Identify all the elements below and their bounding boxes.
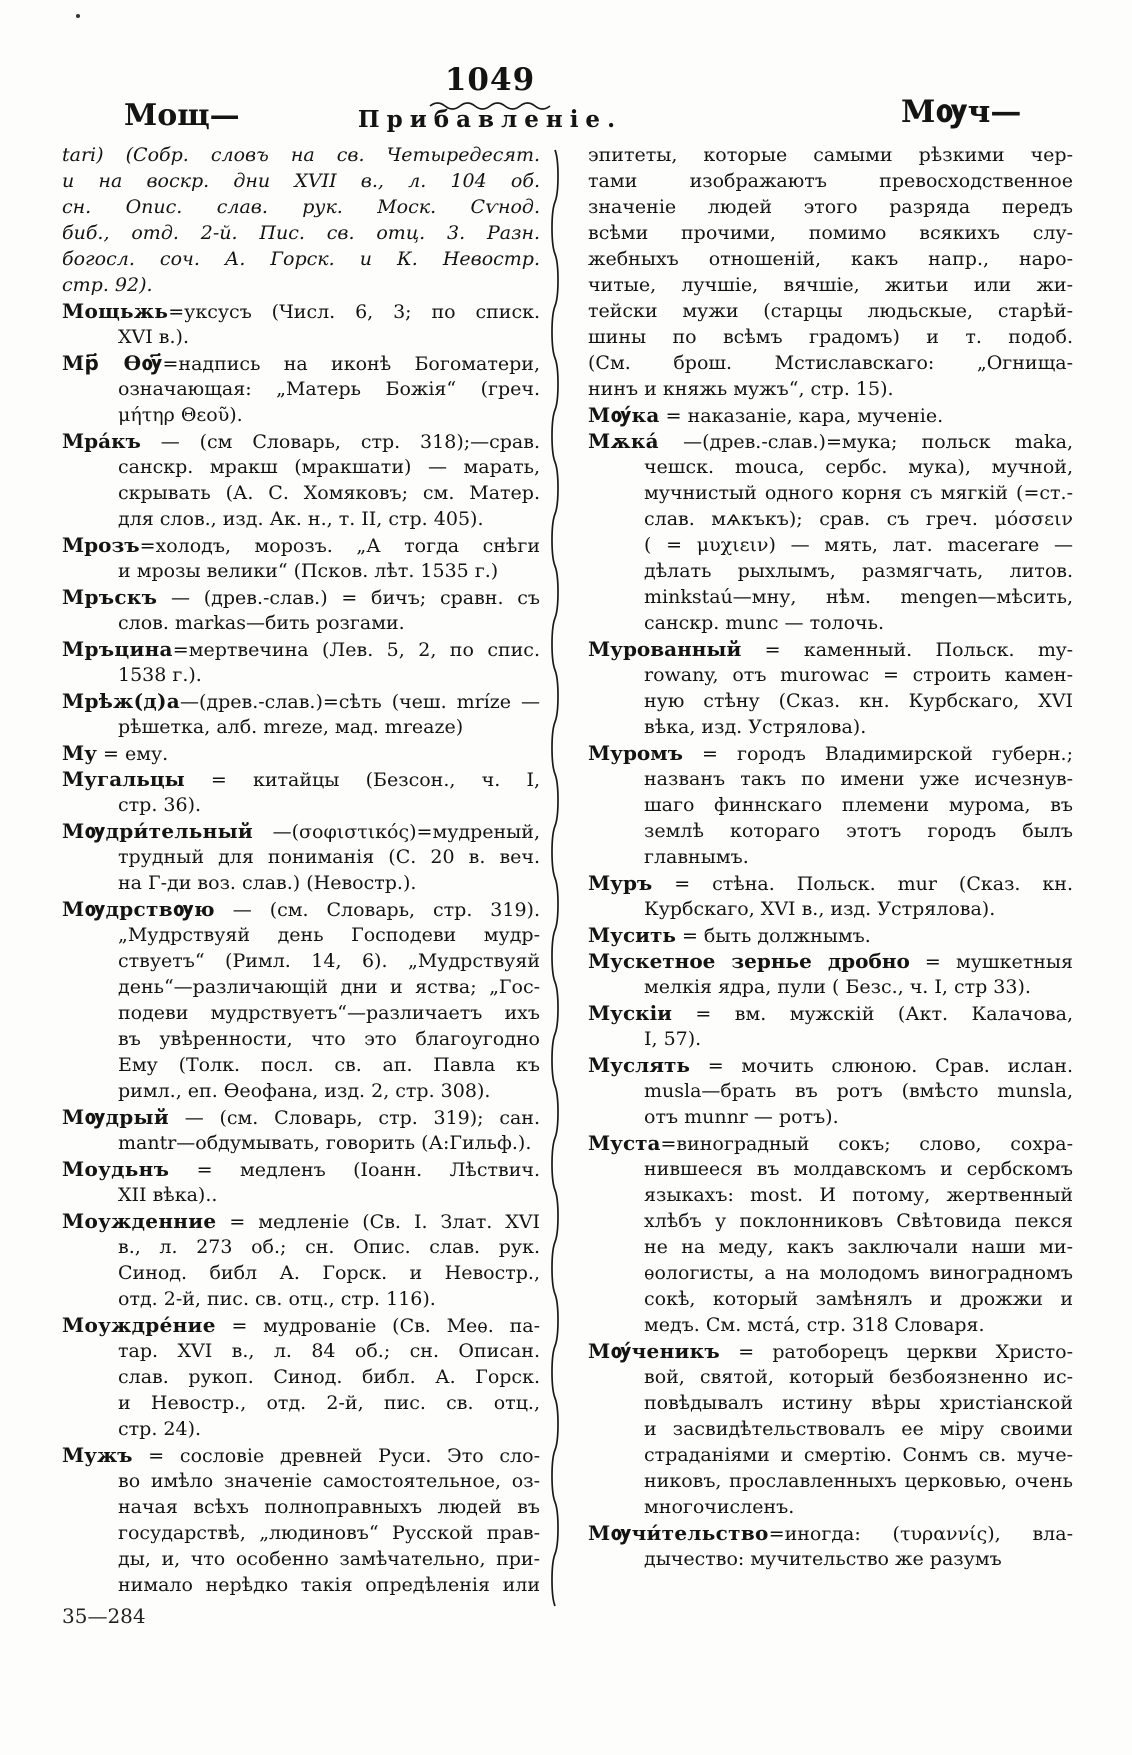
entry-first-line: Мѹдрый — (см. Словарь, стр. 319); сан. — [62, 1105, 540, 1129]
entry-line: отъ munnr — ротъ). — [644, 1106, 839, 1128]
entry-line: вой, святой, который безбоязненно ис- — [644, 1366, 1073, 1388]
entry-headword: Мурованный — [588, 637, 742, 661]
entry-line: языкахъ: most. И потому, жертвенный — [644, 1184, 1073, 1206]
entry-line: сн. Опис. слав. рук. Моск. Сѵнод. — [62, 196, 540, 218]
entry-headword: Мусить — [588, 923, 676, 947]
section-title: Прибавленіе. — [357, 106, 623, 133]
dictionary-entry — [62, 298, 540, 350]
entry-first-line: Му = ему. — [62, 741, 169, 765]
entry-line: хлѣбъ у поклонниковъ Свѣтовида пекся — [644, 1210, 1073, 1232]
entry-line: день“—различающій дни и яства; „Гос- — [118, 976, 540, 998]
entry-headword: Мрѣж(д)а — [62, 689, 180, 713]
entry-line: значеніе людей этого разряда передъ — [588, 196, 1073, 218]
entry-line: μήτηρ Θεοῦ). — [118, 404, 243, 426]
entry-line: дычество: мучительство же разумъ — [644, 1548, 1002, 1570]
entry-line: слав. рукоп. Синод. библ. А. Горск. — [118, 1366, 540, 1388]
entry-line: мелкія ядра, пули ( Безс., ч. I, стр 33). — [644, 976, 1031, 998]
entry-line: начая всѣхъ полноправныхъ людей въ — [118, 1496, 540, 1518]
entry-line: повѣдывалъ истину вѣры христіанской — [644, 1392, 1073, 1414]
entry-first-line: Муръ = стѣна. Польск. mur (Сказ. кн. — [588, 871, 1073, 895]
entry-line: скрывать (А. С. Хомяковъ; см. Матер. — [118, 482, 540, 504]
entry-headword: Мощьжь — [62, 299, 169, 323]
entry-line: и на воскр. дни XVII в., л. 104 об. — [62, 170, 540, 192]
entry-line: вѣка, изд. Устрялова). — [644, 716, 867, 738]
entry-line: шаго финнскаго племени мурома, въ — [644, 794, 1073, 816]
entry-line: rowany, отъ murowac = строить камен- — [644, 664, 1073, 686]
entry-line: I, 57). — [644, 1028, 702, 1050]
entry-line: (См. брош. Мстиславскаго: „Огнища- — [588, 352, 1073, 374]
entry-first-line: Муслять = мочить слюною. Срав. ислан. — [588, 1053, 1073, 1077]
dictionary-entry — [588, 1052, 1073, 1130]
entry-line: в., л. 273 об.; сн. Опис. слав. рук. — [118, 1236, 540, 1258]
entry-line: не на меду, какъ заключали наши ми- — [644, 1236, 1073, 1258]
entry-first-line: tari) (Собр. словъ на св. Четыредесят. — [62, 144, 540, 166]
entry-first-line: Мѹдрствѹю — (см. Словарь, стр. 319). — [62, 897, 540, 921]
entry-first-line: эпитеты, которые самыми рѣзкими чер- — [588, 144, 1073, 166]
entry-line: тейски мужи (старцы людьскые, старѣй- — [588, 300, 1073, 322]
dictionary-entry — [588, 870, 1073, 922]
entry-line: нимало нерѣдко такія опредѣленія или — [118, 1574, 540, 1596]
entry-line: Курбскаго, XVI в., изд. Устрялова). — [644, 898, 996, 920]
dictionary-entry — [588, 922, 1073, 948]
dictionary-entry — [62, 1442, 540, 1598]
entry-first-line: Мѫка́ —(древ.-слав.)=мука; польск maka, — [588, 429, 1073, 453]
entry-line: богосл. соч. А. Горск. и К. Невостр. — [62, 248, 540, 270]
entry-headword: Муромъ — [588, 741, 683, 765]
entry-first-line: Мощьжь=уксусъ (Числ. 6, 3; по списк. — [62, 299, 540, 323]
dictionary-entry — [588, 1520, 1073, 1572]
dictionary-entry — [62, 1104, 540, 1156]
entry-line: 1538 г.). — [118, 664, 202, 686]
entry-line: чешск. mouca, сербс. мука), мучной, — [644, 456, 1073, 478]
entry-line: „Мудрствуяй день Господеви мудр- — [118, 924, 540, 946]
entry-line: сокѣ, который замѣнялъ и дрожжи и — [644, 1288, 1073, 1310]
entry-line: государствѣ, „людиновъ“ Русской прав- — [118, 1522, 540, 1544]
entry-first-line: Мурованный = каменный. Польск. my- — [588, 637, 1073, 661]
entry-line: отд. 2-й, пис. св. отц., стр. 116). — [118, 1288, 436, 1310]
entry-line: и мрозы велики“ (Псков. лѣт. 1535 г.) — [118, 560, 499, 582]
entry-first-line: Мѹдри́тельный —(σοφιστικός)=мудреный, — [62, 819, 540, 843]
entry-line: ную стѣну (Сказ. кн. Курбскаго, XVI — [644, 690, 1073, 712]
dictionary-entry — [588, 142, 1073, 402]
scan-speck — [76, 14, 80, 18]
entry-first-line: Мѹ́ка = наказаніе, кара, мученіе. — [588, 403, 944, 427]
dictionary-entry — [62, 428, 540, 532]
entry-first-line: Мугальцы = китайцы (Безсон., ч. I, — [62, 767, 540, 791]
dictionary-entry — [62, 584, 540, 636]
entry-first-line: Мрозъ=холодъ, морозъ. „А тогда снѣги — [62, 533, 540, 557]
entry-first-line: Моудьнъ = медленъ (Іоанн. Лѣствич. — [62, 1157, 540, 1181]
dictionary-entry — [62, 896, 540, 1104]
entry-line: на Г-ди воз. слав.) (Невостр.). — [118, 872, 417, 894]
entry-line: XII вѣка).. — [118, 1184, 218, 1206]
entry-first-line: Моуждре́ние = мудрованіе (Св. Меѳ. па- — [62, 1313, 540, 1337]
entry-line: ствуетъ“ (Римл. 14, 6). „Мудрствуяй — [118, 950, 540, 972]
entry-first-line: Мрѣж(д)а—(древ.-слав.)=сѣть (чеш. mríze — — [62, 689, 540, 713]
dictionary-entry — [588, 428, 1073, 636]
entry-line: нинъ и княжь мужъ“, стр. 15). — [588, 378, 894, 400]
entry-headword: Муста — [588, 1131, 661, 1155]
entry-headword: Мѹ́ка — [588, 403, 660, 427]
entry-line: шины по всѣмъ градомъ) и т. подоб. — [588, 326, 1073, 348]
entry-headword: Мѫка́ — [588, 429, 659, 453]
entry-first-line: Мускетное зернье дробно = мушкетныя — [588, 949, 1073, 973]
entry-line: означающая: „Матерь Божія“ (греч. — [118, 378, 540, 400]
entry-line: землѣ котораго этотъ городъ былъ — [644, 820, 1073, 842]
entry-line: главнымъ. — [644, 846, 749, 868]
running-head-right: Мѹч— — [901, 94, 1022, 130]
entry-line: для слов., изд. Ак. н., т. II, стр. 405). — [118, 508, 484, 530]
column-divider — [552, 150, 560, 1590]
entry-first-line: Мр҃ Ѳѹ҃=надпись на иконѣ Богоматери, — [62, 351, 540, 375]
dictionary-entry — [62, 1156, 540, 1208]
entry-line: санскр. munc — толочь. — [644, 612, 885, 634]
text-columns — [62, 142, 1073, 1598]
dictionary-entry — [588, 636, 1073, 740]
entry-headword: Мѹдрствѹю — [62, 897, 215, 921]
entry-headword: Мѹчи́тельство — [588, 1521, 769, 1545]
left-column — [62, 142, 540, 1598]
entry-headword: Мръскъ — [62, 585, 158, 609]
entry-first-line: Мужъ = сословіе древней Руси. Это сло- — [62, 1443, 540, 1467]
entry-line: дѣлать рыхлымъ, размягчать, литов. — [644, 560, 1073, 582]
entry-line: mantr—обдумывать, говорить (А:Гильф.). — [118, 1132, 532, 1154]
dictionary-entry — [588, 1000, 1073, 1052]
entry-line: musla—брать въ ротъ (вмѣсто munsla, — [644, 1080, 1073, 1102]
entry-line: нившееся въ молдавскомъ и сербскомъ — [644, 1158, 1073, 1180]
entry-line: Синод. библ А. Горск. и Невостр., — [118, 1262, 540, 1284]
entry-headword: Моуждре́ние — [62, 1313, 216, 1337]
entry-line: читые, лучшіе, вячшіе, житьи или жи- — [588, 274, 1073, 296]
dictionary-entry — [62, 1208, 540, 1312]
right-column — [588, 142, 1073, 1598]
dictionary-entry — [62, 532, 540, 584]
entry-first-line: Мѹчи́тельство=иногда: (τυραννίς), вла- — [588, 1521, 1073, 1545]
entry-line: и Невостр., отд. 2-й, пис. св. отц., — [118, 1392, 540, 1414]
entry-line: стр. 36). — [118, 794, 202, 816]
entry-headword: Мугальцы — [62, 767, 185, 791]
entry-headword: Мр҃ Ѳѹ҃ — [62, 351, 163, 375]
dictionary-entry — [62, 766, 540, 818]
entry-line: никовъ, прославленныхъ церковью, очень — [644, 1470, 1073, 1492]
entry-headword: Мѹдрый — [62, 1105, 170, 1129]
entry-first-line: Мускіи = вм. мужскій (Акт. Калачова, — [588, 1001, 1073, 1025]
entry-line: многочисленъ. — [644, 1496, 795, 1518]
entry-line: слав. мѧкъкъ); срав. съ греч. μόσσειν — [644, 508, 1073, 530]
dictionary-entry — [62, 740, 540, 766]
entry-line: подеви мудрствуетъ“—различаетъ ихъ — [118, 1002, 540, 1024]
entry-line: слов. markas—бить розгами. — [118, 612, 405, 634]
running-head-left: Мощ— — [124, 98, 240, 133]
entry-first-line: Мръцина=мертвечина (Лев. 5, 2, по спис. — [62, 637, 540, 661]
entry-headword: Моужденние — [62, 1209, 217, 1233]
entry-first-line: Мѹ́ченикъ = ратоборецъ церкви Христо- — [588, 1339, 1073, 1363]
dictionary-entry — [62, 1312, 540, 1442]
entry-headword: Мѹ́ченикъ — [588, 1339, 721, 1363]
entry-line: въ увѣренности, что это благоугодно — [118, 1028, 540, 1050]
entry-line: тар. XVI в., л. 84 об.; сн. Описан. — [118, 1340, 540, 1362]
entry-line: стр. 92). — [62, 274, 153, 296]
entry-line: биб., отд. 2-й. Пис. св. отц. 3. Разн. — [62, 222, 540, 244]
entry-line: мучнистый одного корня съ мягкій (=ст.- — [644, 482, 1073, 504]
dictionary-entry — [588, 1338, 1073, 1520]
entry-line: и засвидѣтельствовалъ ее міру своими — [644, 1418, 1073, 1440]
entry-line: санскр. мракш (мракшати) — марать, — [118, 456, 540, 478]
dictionary-entry — [62, 142, 540, 298]
entry-first-line: Муста=виноградный сокъ; слово, сохра- — [588, 1131, 1073, 1155]
entry-headword: Мускетное зернье дробно — [588, 949, 910, 973]
entry-line: римл., еп. Ѳеофана, изд. 2, стр. 308). — [118, 1080, 491, 1102]
entry-line: Ему (Толк. посл. св. ап. Павла къ — [118, 1054, 540, 1076]
entry-line: стр. 24). — [118, 1418, 202, 1440]
entry-line: страданіями и смертію. Сонмъ св. муче- — [644, 1444, 1073, 1466]
entry-headword: Мра́къ — [62, 429, 141, 453]
entry-line: медъ. См. мста́, стр. 318 Словаря. — [644, 1314, 985, 1336]
dictionary-entry — [62, 636, 540, 688]
entry-headword: Моудьнъ — [62, 1157, 170, 1181]
dictionary-entry — [62, 818, 540, 896]
dictionary-entry — [62, 688, 540, 740]
dictionary-entry — [62, 350, 540, 428]
page-number: 1049 — [444, 62, 536, 98]
entry-line: названъ такъ по имени уже исчезнув- — [644, 768, 1073, 790]
dictionary-entry — [588, 740, 1073, 870]
entry-line: тами изображаютъ превосходственное — [588, 170, 1073, 192]
entry-line: жебныхъ отношеній, какъ напр., наро- — [588, 248, 1073, 270]
entry-line: ды, и, что особенно замѣчательно, при- — [118, 1548, 540, 1570]
entry-line: minkstaú—мну, нѣм. mengen—мѣсить, — [644, 586, 1073, 608]
entry-headword: Му — [62, 741, 97, 765]
entry-first-line: Мусить = быть должнымъ. — [588, 923, 871, 947]
entry-line: рѣшетка, алб. mreze, мад. mreaze) — [118, 716, 464, 738]
entry-line: ( = μυχιειν) — мять, лат. macerare — — [644, 534, 1073, 556]
entry-first-line: Мръскъ — (древ.-слав.) = бичъ; сравн. съ — [62, 585, 540, 609]
entry-line: трудный для пониманія (С. 20 в. веч. — [118, 846, 540, 868]
entry-headword: Мръцина — [62, 637, 173, 661]
entry-headword: Мѹдри́тельный — [62, 819, 254, 843]
signature-mark: 35—284 — [62, 1604, 146, 1628]
entry-first-line: Моужденние = медленіе (Св. І. Злат. XVI — [62, 1209, 540, 1233]
entry-first-line: Мра́къ — (см Словарь, стр. 318);—срав. — [62, 429, 540, 453]
entry-headword: Мужъ — [62, 1443, 133, 1467]
dictionary-entry — [588, 1130, 1073, 1338]
dictionary-entry — [588, 948, 1073, 1000]
entry-headword: Муръ — [588, 871, 653, 895]
entry-line: во имѣло значеніе самостоятельное, оз- — [118, 1470, 540, 1492]
entry-headword: Мускіи — [588, 1001, 672, 1025]
entry-headword: Муслять — [588, 1053, 690, 1077]
entry-headword: Мрозъ — [62, 533, 140, 557]
entry-line: XVI в.). — [118, 326, 189, 348]
entry-line: ѳологисты, а на молодомъ виноградномъ — [644, 1262, 1073, 1284]
entry-line: всѣми прочими, помимо всякихъ слу- — [588, 222, 1073, 244]
entry-first-line: Муромъ = городъ Владимирской губерн.; — [588, 741, 1073, 765]
dictionary-entry — [588, 402, 1073, 428]
